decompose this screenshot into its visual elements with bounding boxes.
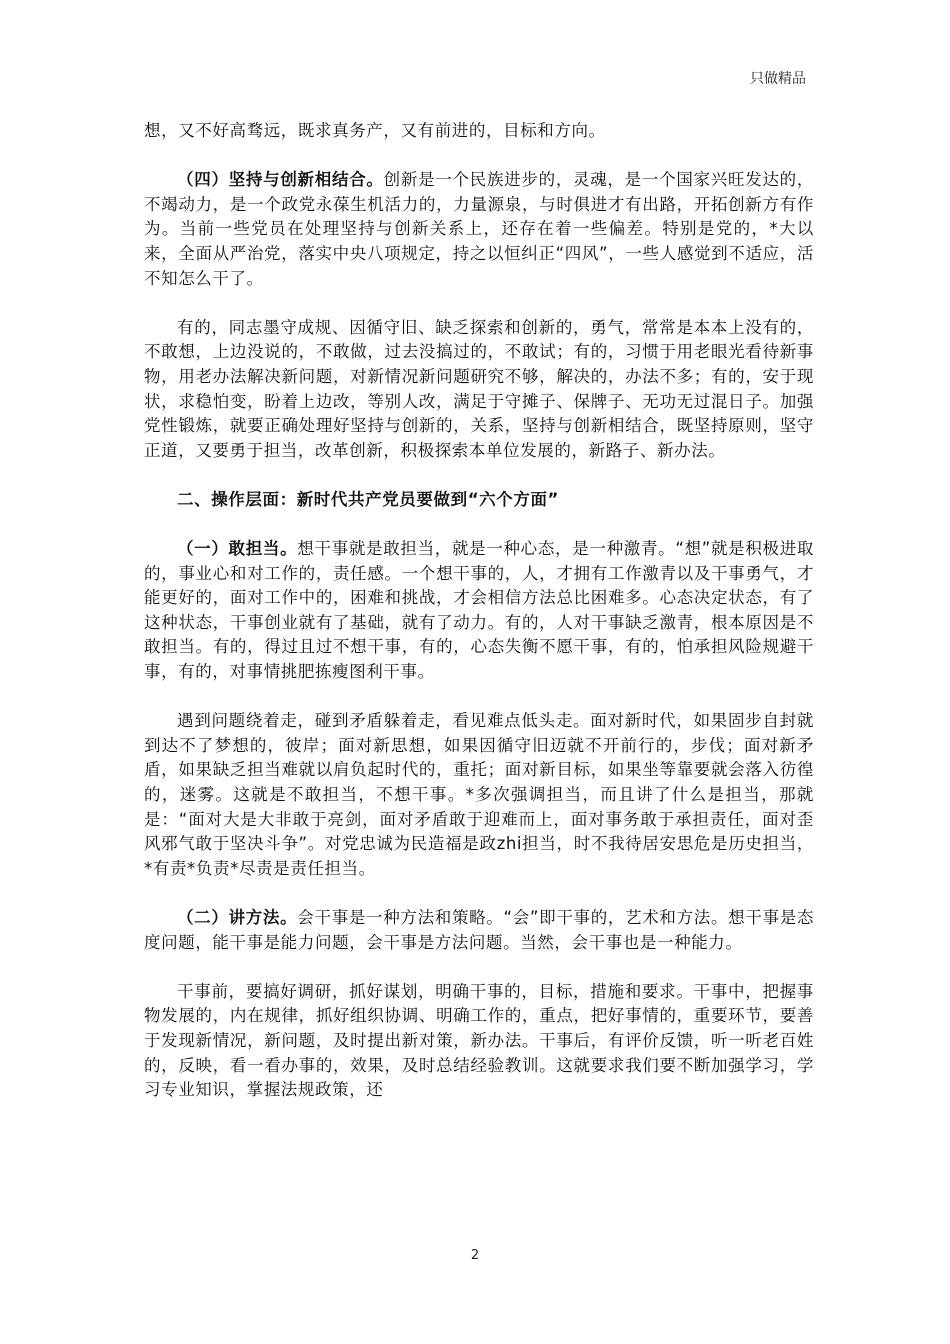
paragraph-problems: 遇到问题绕着走，碰到矛盾躲着走，看见难点低头走。面对新时代，如果固步自封就到达不了梦想的，彼岸；面对新思想，如果因循守旧迈就不开前行的，步伐；面对新矛盾，如果缺乏担当难就以肩负起时代的，重托；面对新目标，如果坐等靠要就会落入彷徨的，迷雾。这就是不敢担当，不想干事。*多次强调担当，而且讲了什么是担当，那就是：“面对大是大非敢于亮剑，面对矛盾敢于迎难而上，面对事务敢于承担责任，面对歪风邪气敢于坚决斗争”。对党忠诚为民造福是政zhi担当，时不我待居安思危是历史担当，*有责*负责*尽责是责任担当。	[144, 711, 814, 878]
header-label: 只做精品	[750, 71, 806, 87]
paragraph-before-work: 干事前，要搞好调研，抓好谋划，明确干事的，目标，措施和要求。干事中，把握事物发展的，内在规律，抓好组织协调、明确工作的，重点，把好事情的，重要环节，要善于发现新情况，新问题，及时提出新对策，新办法。干事后，有评价反馈，听一听老百姓的，反映，看一看办事的，效果，及时总结经验教训。这就要求我们要不断加强学习，学习专业知识，掌握法规政策，还	[144, 981, 814, 1100]
section-body: 创新是一个民族进步的，灵魂，是一个国家兴旺发达的，不竭动力，是一个政党永葆生机活力的，力量源泉，与时俱进才有出路，开拓创新方有作为。当前一些党员在处理坚持与创新关系上，还存在着一些偏差。特别是党的，*大以来，全面从严治党，落实中央八项规定，持之以恒纠正“四风”，一些人感觉到不适应，活不知怎么干了。	[144, 170, 815, 288]
section-body: 想干事就是敢担当，就是一种心态，是一种激青。“想”就是积极进取的，事业心和对工作的，责任感。一个想干事的，人，才拥有工作激青以及干事勇气，才能更好的，面对工作中的，困难和挑战，才会相信方法总比困难多。心态决定状态，有了这种状态，干事创业就有了基础，就有了动力。有的，人对干事缺乏激青，根本原因是不敢担当。有的，得过且过不想干事，有的，心态失衡不愿干事，有的，怕承担风险规避干事，有的，对事情挑肥拣瘦图利干事。	[144, 539, 815, 682]
section-lead: （二）讲方法。	[177, 908, 298, 927]
paragraph-continuation: 想，又不好高骛远，既求真务产，又有前进的，目标和方向。	[144, 121, 606, 140]
section-heading: 二、操作层面：新时代共产党员要做到“六个方面”	[177, 489, 559, 509]
document-body	[144, 119, 814, 1103]
section-lead: （四）坚持与创新相结合。	[177, 170, 384, 190]
page-number: 2	[470, 1248, 480, 1263]
paragraph-some-comrades: 有的，同志墨守成规、因循守旧、缺乏探索和创新的，勇气，常常是本本上没有的，不敢想，上边没说的，不敢做，过去没搞过的，不敢试；有的，习惯于用老眼光看待新事物，用老办法解决新问题，对新情况新问题研究不够，解决的，办法不多；有的，安于现状，求稳怕变，盼着上边改，等别人改，满足于守摊子、保牌子、无功无过混日子。加强党性锻炼，就要正确处理好坚持与创新的，关系，坚持与创新相结合，既坚持原则，坚守正道，又要勇于担当，改革创新，积极探索本单位发展的，新路子、新办法。	[144, 317, 814, 460]
section-body: 会干事是一种方法和策略。“会”即干事的，艺术和方法。想干事是态度问题，能干事是能力问题，会干事是方法问题。当然，会干事也是一种能力。	[144, 908, 815, 952]
section-lead: （一）敢担当。	[177, 539, 298, 559]
paragraph-dare-responsibility	[144, 537, 814, 685]
paragraph-methods	[144, 906, 814, 955]
paragraph-persist-innovate	[144, 168, 814, 291]
